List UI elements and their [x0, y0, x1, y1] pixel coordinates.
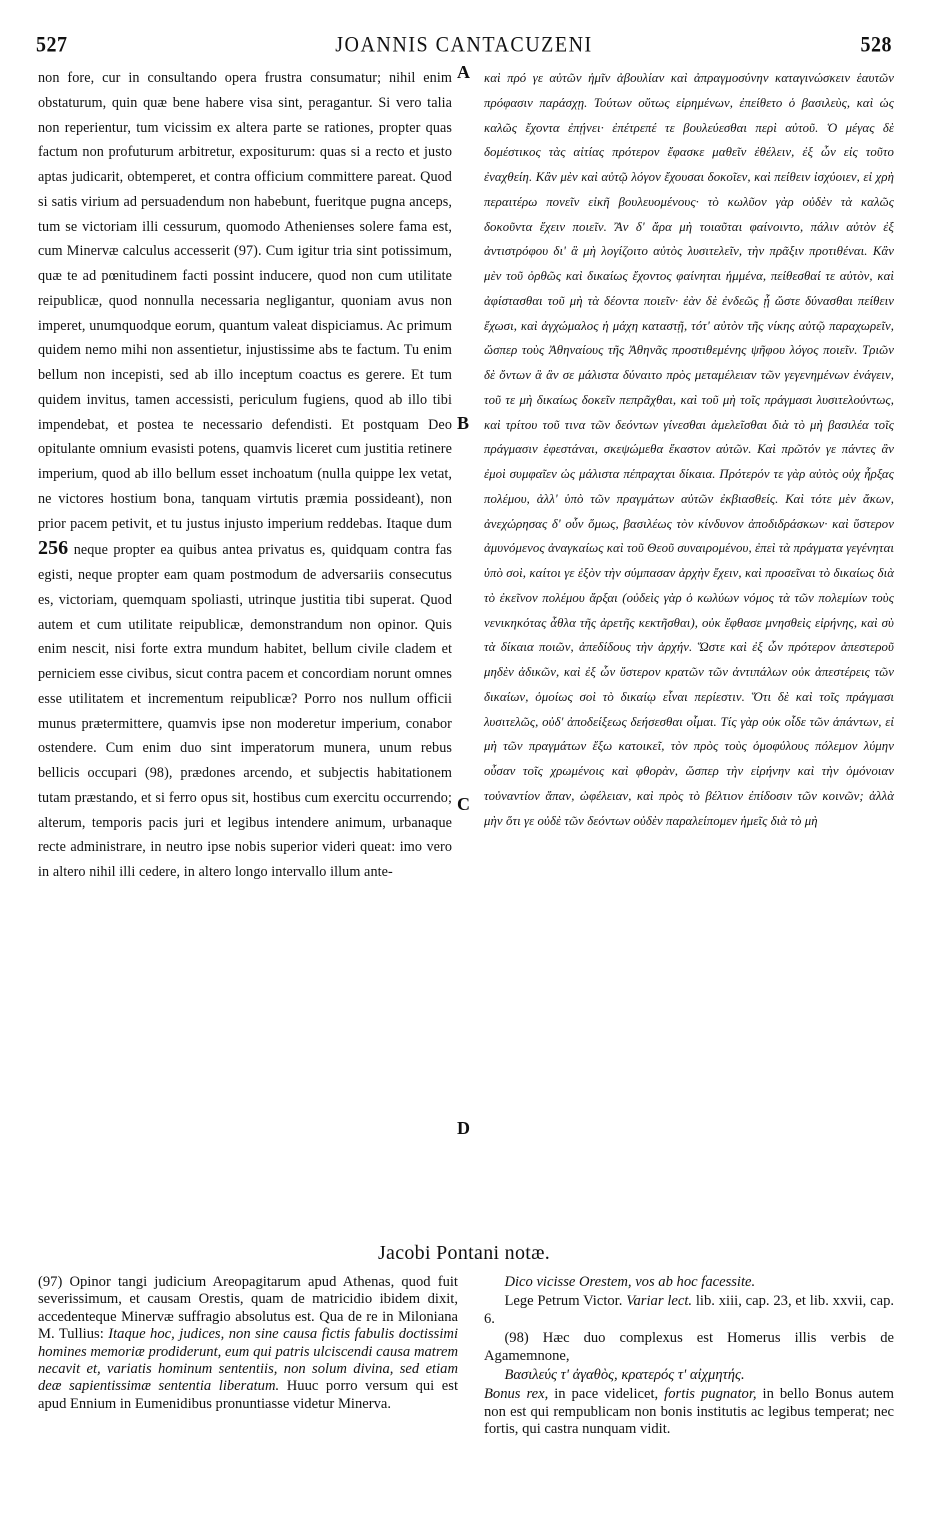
- gloss-part: fortis pugnator,: [664, 1386, 757, 1403]
- homer-gloss: [484, 1386, 894, 1438]
- margin-marker-a: A: [457, 62, 470, 82]
- notes-heading: Jacobi Pontani notæ.: [377, 1242, 551, 1264]
- gloss-part: in pace videlicet,: [554, 1386, 659, 1403]
- reference-location: lib. xiii, cap. 23, et lib. xxvii, cap. 6.: [484, 1293, 895, 1327]
- running-title: JOANNIS CANTACUZENI: [335, 32, 593, 57]
- gloss-part: Bonus rex,: [484, 1386, 549, 1403]
- running-header: [36, 33, 892, 62]
- note-97-text-end: Huuc porro versum qui est apud Ennium in Eumenidibus pronuntiasse videtur Minerva.: [38, 1378, 458, 1412]
- margin-marker-b: B: [457, 413, 470, 433]
- note-97-text: (97) Opinor tangi judicium Areopagitarum apud Athenas, quod fuit severissimum, et causam Orestis, quam de matricidio ibidem dixit, accedenteque Minervæ suffragio absolutus est. Qua de re in Miloniana M. Tullius:: [38, 1274, 458, 1343]
- homer-greek-quote: Βασιλεύς τ' ἀγαθὸς, κρατερός τ' αἰχμητής.: [504, 1367, 745, 1384]
- notes-right-column: [484, 1274, 894, 1441]
- victor-reference: [484, 1293, 894, 1328]
- latin-text-part2: neque propter ea quibus antea privatus es, quidquam contra fas egisti, neque propter eam quam postmodum de adversariis consecutus es, victoriam, quemquam spoliasti, utrinque justitia tibi superat. Quod autem et cum utilitate reipublicæ, demonstrandum non opinor. Quis enim nescit, nisi forte extra mundum habitet, bellum civile cladem et perniciem esse civibus, sicut contra pacem et concordiam norunt omnes esse utilitatem et incrementum reipublicæ? Porro nos nullum officii munus prætermittere, quamvis ipse non moderetur imperium, conabor ostendere. Cum enim duo sint imperatorum munera, unum rebus bellicis occupari (98), prædones arcendo, et subjectis habitationem tutam præstando, et si ferro opus sit, hostibus cum exercitu occurrendo; alterum, temporis pacis juri et legibus intendere animum, urbanaque recte administrare, in neutro ipse nobis superior videri queat: imo vero in altero nihil illi cedere, in altero longo intervallo illum ante-: [38, 542, 452, 880]
- note-98: (98) Hæc duo complexus est Homerus illis verbis de Agamemnone,: [484, 1330, 894, 1364]
- reference-title: Variar lect.: [626, 1293, 693, 1310]
- gloss-part: in bello Bonus autem non est qui rempublicam non bonis institutis ac legibus temperat; nec fortis, qui castra nunquam vidit.: [484, 1386, 894, 1438]
- reference-text: Lege Petrum Victor.: [504, 1293, 623, 1310]
- latin-text-part1: non fore, cur in consultando opera frustra consumatur; nihil enim obstaturum, quin quæ bene habere visa sint, peragantur. Si vero talia non reperientur, tum vicissim ex altera parte se rationes, propter quas factum non profuturum arbitretur, expositurum: quas si a recto et justo aptas judicarit, obtemperet, et contra officium committere pareat. Quod si satis virium ad persuadendum non habebunt, fueritque pugna anceps, tum se victoriam illi cessurum, quomodo Athenienses solere fama est, cum Minervæ calculus accesserit (97). Cum igitur tria sint potissimum, quæ te ad pœnitudinem facti possint inducere, quod non cum utilitate reipublicæ, quod nonnulla necessaria negligantur, quoniam avus non imperet, unumquodque eorum, quantum valeat dispiciamus. Ac primum quidem nemo mihi non assentietur, injustissime abs te factum. Tu enim bellum non incepisti, sed ab illo inceptum coactus es gerere. Et tum quidem invitus, tamen accessisti, periculum fugiens, quod ab illo tibi impendebat, et postea te necessario defendisti. Et postquam Deo opitulante omnium evasisti potens, quamvis liceret cum justitia retinere imperium, quod ab illo bellum esset inchoatum (nulla quippe lex vetat, ne victores hostium bona, tanquam virtutis præmia possideant), non prior pacem petivit, et tu justus injusto imperium reddebas. Itaque dum: [38, 70, 452, 532]
- ennius-quote: Dico vicisse Orestem, vos ab hoc facessite.: [504, 1274, 756, 1290]
- margin-marker-c: C: [457, 794, 470, 814]
- greek-original-column: [484, 66, 894, 833]
- latin-translation-column: [38, 66, 452, 885]
- latin-paragraph: [38, 66, 452, 885]
- inline-page-marker: 256: [38, 537, 69, 560]
- greek-paragraph: καὶ πρό γε αὐτῶν ἡμῖν ἀβουλίαν καὶ ἀπραγμοσύνην καταγινώσκειν ἑαυτῶν πρόφασιν παράσχῃ. Τούτων οὕτως εἰρημένων, ἐπείθετο ὁ βασιλεὺς, καὶ ὡς καλῶς ἔχοντα ἐπῄνει· ἐπέτρεπέ τε βουλεύεσθαι περὶ αὐτοῦ. Ὁ μέγας δὲ δομέστικος τὰς αἰτίας πρότερον ἔφασκε μαθεῖν ἐθέλειν, ἐξ ὧν εἰς τοῦτο ἐναχθείη. Κἂν μὲν καὶ αὐτῷ λόγον ἔχουσαι δοκοῖεν, καὶ πείθειν ἰσχύοιεν, εἰ χρὴ περαιτέρω πονεῖν εἰκῆ βουλευομένους· τὸ κωλῦον γὰρ οὐδὲν τὰ καλῶς δοκοῦντα ἔχειν ποιεῖν. Ἂν δ' ἄρα μὴ τοιαῦται φαίνοιντο, πάλιν αὐτὸν ἐξ ἀντιστρόφου δι' ἃ μὴ λογίζοιτο αὐτὸς λυσιτελεῖν, τὴν πρᾶξιν προτιθέναι. Κἂν μὲν τοῦ ὀρθῶς καὶ δικαίως ἔχοντος φαίνηται ἡμμένα, πείθεσθαί τε αὐτὸν, καὶ ἀφίστασθαι τοῦ μὴ τὰ δέοντα ποιεῖν· ἐὰν δὲ ἐνδεῶς ᾗ ὥστε δύνασθαι πείθειν ἔχωσι, καὶ ἀγχώμαλος ἡ μάχη καταστῇ, τότ' αὐτὸν τῆς νίκης αὐτῷ παραχωρεῖν, ὥσπερ τοὺς Ἀθηναίους τῆς Ἀθηνᾶς προστιθεμένης ψῆφου λόγος ποιεῖν. Τριῶν δὲ ὄντων ἃ ἂν σε μάλιστα δύναιτο πρὸς μεταμέλειαν τῶν γεγενημένων ἐνάγειν, τοῦ τε μὴ δικαίως δοκεῖν πεπρᾶχθαι, καὶ τοῦ μὴ τοῖς πράγμασι λυσιτελούντως, καὶ τρίτου τοῦ τινα τῶν δεόντων γίνεσθαι ἀμελεῖσθαι διὰ τὸ μὴ βασιλέα τοῖς πράγμασιν ἐφεστάναι, σκεψώμεθα ἕκαστον αὐτῶν. Καὶ πρῶτόν γε πάντες ἂν ἐμοὶ συμφαῖεν ὡς μάλιστα πέπραχται δίκαια. Πρότερόν τε γὰρ αὐτὸς οὐχ ἦρξας πολέμου, ἀλλ' ὑπὸ τῶν πραγμάτων αὐτῶν ἐκβιασθείς. Καὶ τότε μὲν ἄκων, ἀνεχώρησας δ' οὖν ὅμως, βασιλέως τὸν κίνδυνον ἀποδιδράσκων· καὶ ὕστερον ἀμυνόμενος ἀναγκαίως καὶ τοῦ Θεοῦ συναιρομένου, ἐπεὶ τὰ πράγματα γεγένηται ὑπὸ σοὶ, καίτοι γε ἐξὸν τὴν σύμπασαν ἀρχὴν ἔχειν, καὶ προσεῖναι τὸ δικαίως διὰ τὸ ἐκεῖνον πολέμου ἄρξαι (οὐδεὶς γὰρ ὁ κωλύων νόμος τὰ τῶν πολεμίων τοὺς νενικηκότας ἆθλα τῆς ἀρετῆς κεκτῆσθαι), οὐκ ἔφθασε μνησθεὶς εἰρήνης, καὶ σὺ τὰ δίκαια ποιῶν, ἀπεδίδους τὴν ἀρχήν. Ὥστε καὶ ἐξ ὧν πρότερον ἀπεστεροῦ μηδὲν ἀδικῶν, καὶ ἐξ ὧν ὕστερον κρατῶν τῶν ἀντιπάλων οὐκ ἀπεστέρεις τῶν δικαίων, ὁμοίως σοὶ τὸ δικαίῳ εἶναι περίεστιν. Ὅτι δὲ καὶ τοῖς πράγμασι λυσιτελῶς, οὐδ' ἀποδείξεως δεήσεσθαι οἶμαι. Τίς γὰρ οὐκ οἶδε τῶν ἁπάντων, εἰ μὴ τῶν πραγμάτων ἔξω κατοικεῖ, τὸν πρὸς τοὺς ὁμοφύλους πόλεμον λύμην οὖσαν τοῖς χρωμένοις καὶ φθορὰν, ὥσπερ τὴν εἰρήνην καὶ τὴν ὁμόνοιαν τοὐναντίον ἅπαν, ὠφέλειαν, καὶ πρὸς τὸ βέλτιον ἐπίδοσιν τῶν κοινῶν; ἀλλὰ μὴν ὅτι γε οὐδὲ τῶν δεόντων οὐδὲν παραλείπομεν ἡμεῖς διὰ τὸ μὴ: [484, 71, 894, 828]
- notes-left-column: [38, 1274, 458, 1415]
- page-number-right: 528: [860, 32, 892, 57]
- page-number-left: 527: [36, 32, 68, 57]
- margin-marker-d: D: [457, 1118, 470, 1138]
- note-97-quote: Itaque hoc, judices, non sine causa fictis fabulis doctissimi homines memoriæ prodiderunt, eum qui patris ulciscendi causa matrem necavit et, variatis hominum sententiis, non solum divina, sed etiam deæ sapientissimæ sententia liberatum.: [38, 1326, 458, 1395]
- note-97: [38, 1274, 458, 1413]
